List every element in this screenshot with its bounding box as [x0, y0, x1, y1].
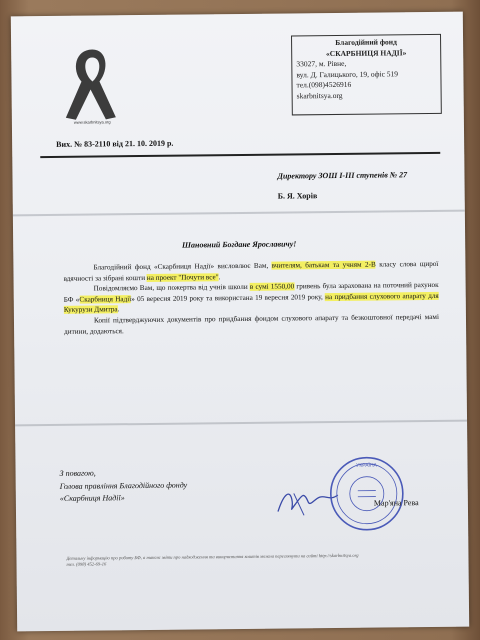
fold-line: [15, 420, 467, 427]
paragraph-donation: [64, 280, 439, 316]
closing-regards: З повагою,: [59, 468, 96, 478]
outgoing-number: Вих. № 83-2110 від 21. 10. 2019 р.: [56, 138, 174, 149]
org-name: «СКАРБНИЦЯ НАДІЇ»: [325, 47, 407, 58]
addressee-name: Б. Я. Хорів: [277, 191, 318, 201]
text: класу слова щирої вдячності за зібрані кошти: [63, 259, 439, 283]
letter-page: [11, 12, 469, 632]
footnote-info: Детальну інформацію про роботу БФ, а також звіти про надходження та використання коштів можна переглянути на сайті http://skarbnitsya.org: [66, 552, 359, 561]
awareness-ribbon-icon: [57, 41, 128, 125]
closing-block: [60, 467, 188, 506]
org-type: Благодійний фонд: [335, 37, 397, 47]
text: Повідомляємо Вам, що пожертва від учнів школи: [93, 283, 250, 293]
highlight: Скарбниця Надії: [79, 294, 132, 304]
footnote-phone: тел. (098) 452-69-16: [66, 561, 107, 567]
text: » 05 вересня 2019 року та використана 19 вересня 2019 року,: [131, 292, 326, 303]
closing-org: «Скарбниця Надії»: [59, 493, 125, 503]
closing-position: Голова правління Благодійного фонду: [59, 480, 188, 491]
text: гривень була зарахована на поточний рахунок БФ «: [63, 281, 439, 304]
official-stamp: [327, 454, 406, 533]
ribbon-url: www.skarbnitsya.org: [73, 119, 111, 125]
letter-body: [63, 259, 439, 337]
text: .: [218, 272, 221, 281]
greeting: Шановний Богдане Ярославичу!: [181, 239, 297, 250]
org-info-box: [291, 34, 442, 116]
paragraph-attachments: Копії підтверджуючих документів про придбання фондом слухового апарату та безкоштовної передачі мамі дитини, додаються.: [64, 312, 440, 336]
highlight: на проект "Почути все": [146, 272, 219, 282]
header-rule: [40, 152, 440, 158]
org-phone: тел.(098)4526916: [296, 79, 352, 90]
org-city: 33027, м. Рівне,: [296, 58, 347, 69]
org-website: skarbnitsya.org: [296, 90, 343, 100]
signatory-name: Мар'яна Рева: [373, 498, 419, 508]
text: .: [117, 305, 120, 314]
org-street: вул. Д. Галицького, 19, офіс 519: [296, 68, 399, 79]
highlight: на придбання слухового апарату для Кукурузи Дмитра: [63, 291, 439, 315]
addressee-title: Директору ЗОШ І-ІІІ ступенів № 27: [277, 170, 408, 181]
stamp-text: УКРАЇНА: [356, 462, 377, 469]
fold-line: [13, 210, 465, 217]
highlight: вчителям, батькам та учням 2-В: [271, 260, 376, 270]
highlight: в сумі 1550,00: [249, 282, 295, 292]
text: Благодійний фонд «Скарбниця Надії» висловлює Вам,: [93, 261, 272, 272]
footnote: [66, 552, 436, 568]
